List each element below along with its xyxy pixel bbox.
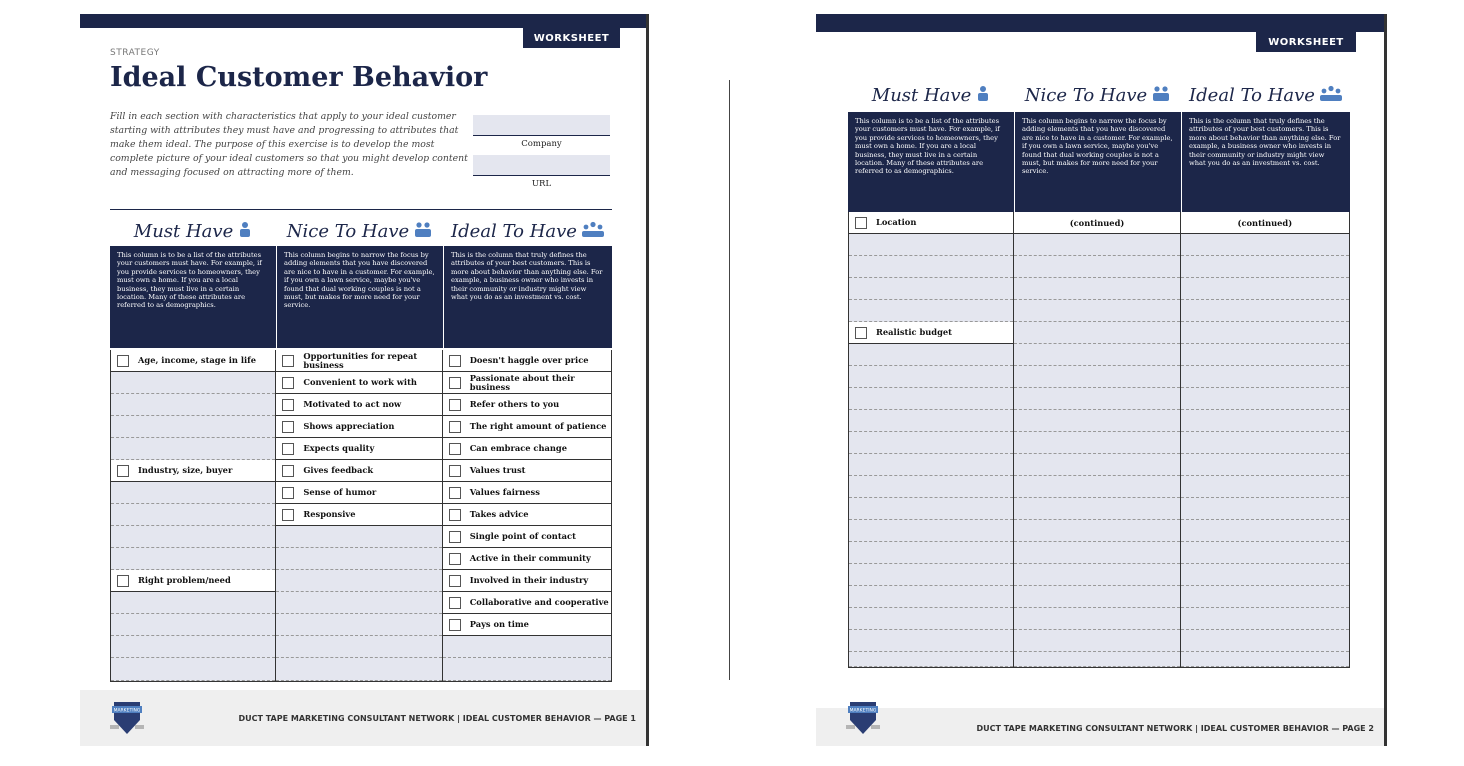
blank-line[interactable] xyxy=(111,416,275,438)
group-icon xyxy=(1320,85,1342,105)
checkbox[interactable] xyxy=(449,553,461,565)
blank-line[interactable] xyxy=(1014,542,1179,564)
people-icon xyxy=(1152,85,1170,105)
blank-line[interactable] xyxy=(849,652,1013,667)
must-have-heading: Must Have xyxy=(110,218,276,244)
list-item: Shows appreciation xyxy=(276,416,441,438)
checkbox[interactable] xyxy=(449,421,461,433)
blank-line[interactable] xyxy=(1181,300,1349,322)
checkbox[interactable] xyxy=(282,465,294,477)
ideal-to-have-column xyxy=(1180,212,1349,667)
checkbox[interactable] xyxy=(282,443,294,455)
blank-line[interactable] xyxy=(111,394,275,416)
person-icon xyxy=(976,85,990,105)
blank-line[interactable] xyxy=(111,592,275,614)
list-item: Age, income, stage in life xyxy=(111,350,275,372)
checkbox[interactable] xyxy=(449,597,461,609)
checkbox[interactable] xyxy=(449,509,461,521)
list-item: Opportunities for repeat business xyxy=(276,350,441,372)
blank-line[interactable] xyxy=(849,520,1013,542)
blank-line[interactable] xyxy=(443,658,611,681)
blank-line[interactable] xyxy=(1014,234,1179,256)
list-item: Values trust xyxy=(443,460,611,482)
list-item: Involved in their industry xyxy=(443,570,611,592)
group-icon xyxy=(582,221,604,241)
column-descriptions xyxy=(848,112,1350,212)
blank-line[interactable] xyxy=(849,432,1013,454)
ideal-to-have-description: This is the column that truly defines the attributes of your best customers. This is more about behavior than anything else. For example, a business owner who invests in their community or industry might view what you do as an investment vs. cost. xyxy=(443,246,612,348)
continued-label: (continued) xyxy=(1014,212,1179,234)
duct-tape-logo xyxy=(110,698,144,736)
blank-line[interactable] xyxy=(1014,476,1179,498)
checkbox[interactable] xyxy=(282,377,294,389)
list-item: Collaborative and cooperative xyxy=(443,592,611,614)
worksheet-grid xyxy=(848,212,1350,668)
blank-line[interactable] xyxy=(1014,410,1179,432)
blank-line[interactable] xyxy=(1181,520,1349,542)
checkbox[interactable] xyxy=(449,443,461,455)
blank-line[interactable] xyxy=(111,614,275,636)
blank-line[interactable] xyxy=(849,586,1013,608)
list-item: Sense of humor xyxy=(276,482,441,504)
worksheet-page-2 xyxy=(816,14,1387,746)
people-icon xyxy=(414,221,432,241)
blank-line[interactable] xyxy=(111,658,275,681)
divider xyxy=(110,209,612,210)
blank-line[interactable] xyxy=(849,388,1013,410)
must-have-description: This column is to be a list of the attributes your customers must have. For example, if you provide services to homeowners, they must own a home. If you are a local business, they must live in a certain location. Many of these attributes are referred to as demographics. xyxy=(855,117,1000,176)
list-item: Realistic budget xyxy=(849,322,1013,344)
blank-line[interactable] xyxy=(849,300,1013,322)
nice-to-have-column xyxy=(275,350,441,681)
url-field[interactable] xyxy=(473,155,610,176)
blank-line[interactable] xyxy=(111,526,275,548)
blank-line[interactable] xyxy=(849,256,1013,278)
blank-line[interactable] xyxy=(1181,234,1349,256)
blank-line[interactable] xyxy=(1181,608,1349,630)
list-item: Location xyxy=(849,212,1013,234)
blank-line[interactable] xyxy=(111,438,275,460)
blank-line[interactable] xyxy=(276,636,441,658)
page-title: Ideal Customer Behavior xyxy=(110,62,488,93)
column-headers xyxy=(110,218,612,244)
blank-line[interactable] xyxy=(1014,432,1179,454)
column-descriptions xyxy=(110,246,612,348)
blank-line[interactable] xyxy=(1181,432,1349,454)
blank-line[interactable] xyxy=(111,482,275,504)
list-item: Values fairness xyxy=(443,482,611,504)
company-field[interactable] xyxy=(473,115,610,136)
nice-to-have-heading: Nice To Have xyxy=(276,218,443,244)
checkbox[interactable] xyxy=(282,487,294,499)
nice-to-have-description: This column begins to narrow the focus by adding elements that you have discovered are nice to have in a customer. For example, if you own a lawn service, maybe you've found that dual working couples is not a must, but makes for more need for your service. xyxy=(1014,112,1181,212)
continued-label: (continued) xyxy=(1181,212,1349,234)
ideal-to-have-description: This is the column that truly defines the attributes of your best customers. This is more about behavior than anything else. For example, a business owner who invests in their community or industry might view what you do as an investment vs. cost. xyxy=(1181,112,1350,212)
blank-line[interactable] xyxy=(276,614,441,636)
checkbox[interactable] xyxy=(117,465,129,477)
blank-line[interactable] xyxy=(849,366,1013,388)
ideal-to-have-heading: Ideal To Have xyxy=(1181,82,1350,108)
list-item: Single point of contact xyxy=(443,526,611,548)
blank-line[interactable] xyxy=(1014,256,1179,278)
blank-line[interactable] xyxy=(1014,300,1179,322)
checkbox[interactable] xyxy=(449,355,461,367)
blank-line[interactable] xyxy=(1014,564,1179,586)
blank-line[interactable] xyxy=(1181,476,1349,498)
list-item: Gives feedback xyxy=(276,460,441,482)
checkbox[interactable] xyxy=(449,487,461,499)
list-item: Right problem/need xyxy=(111,570,275,592)
blank-line[interactable] xyxy=(849,542,1013,564)
blank-line[interactable] xyxy=(1181,564,1349,586)
list-item: Active in their community xyxy=(443,548,611,570)
column-headers xyxy=(848,82,1350,108)
blank-line[interactable] xyxy=(849,476,1013,498)
checkbox[interactable] xyxy=(117,355,129,367)
checkbox[interactable] xyxy=(282,399,294,411)
blank-line[interactable] xyxy=(1014,388,1179,410)
checkbox[interactable] xyxy=(449,377,461,389)
company-label: Company xyxy=(521,139,562,149)
section-label: STRATEGY xyxy=(110,48,160,58)
footer-text: DUCT TAPE MARKETING CONSULTANT NETWORK | IDEAL CUSTOMER BEHAVIOR — PAGE 2 xyxy=(976,724,1374,733)
blank-line[interactable] xyxy=(1181,454,1349,476)
blank-line[interactable] xyxy=(1014,344,1179,366)
blank-line[interactable] xyxy=(849,410,1013,432)
list-item: Takes advice xyxy=(443,504,611,526)
blank-line[interactable] xyxy=(1014,278,1179,300)
blank-line[interactable] xyxy=(1181,322,1349,344)
blank-line[interactable] xyxy=(849,278,1013,300)
top-bar xyxy=(816,14,1384,32)
blank-line[interactable] xyxy=(1014,498,1179,520)
blank-line[interactable] xyxy=(1014,630,1179,652)
must-have-column xyxy=(111,350,275,681)
checkbox[interactable] xyxy=(449,575,461,587)
nice-to-have-heading: Nice To Have xyxy=(1014,82,1181,108)
blank-line[interactable] xyxy=(111,636,275,658)
list-item: Pays on time xyxy=(443,614,611,636)
person-icon xyxy=(238,221,252,241)
blank-line[interactable] xyxy=(1014,520,1179,542)
ideal-to-have-heading: Ideal To Have xyxy=(443,218,612,244)
blank-line[interactable] xyxy=(1181,542,1349,564)
intro-text: Fill in each section with characteristics that apply to your ideal customer starting with attributes they must have and progressing to attributes that make them ideal. The purpose of this exercise is to develop the most complete picture of your ideal customers so that you might develop content and messaging focused on attracting more of them. xyxy=(110,111,468,178)
blank-line[interactable] xyxy=(276,658,441,681)
footer-text: DUCT TAPE MARKETING CONSULTANT NETWORK | IDEAL CUSTOMER BEHAVIOR — PAGE 1 xyxy=(238,714,636,723)
blank-line[interactable] xyxy=(276,592,441,614)
checkbox[interactable] xyxy=(449,465,461,477)
checkbox[interactable] xyxy=(282,421,294,433)
svg-text:MARKETING: MARKETING xyxy=(113,708,141,714)
blank-line[interactable] xyxy=(111,548,275,570)
list-item: Refer others to you xyxy=(443,394,611,416)
blank-line[interactable] xyxy=(1014,366,1179,388)
top-bar xyxy=(80,14,646,28)
checkbox[interactable] xyxy=(855,327,867,339)
blank-line[interactable] xyxy=(443,636,611,658)
blank-line[interactable] xyxy=(1181,366,1349,388)
blank-line[interactable] xyxy=(1181,256,1349,278)
blank-line[interactable] xyxy=(1181,630,1349,652)
blank-line[interactable] xyxy=(849,454,1013,476)
blank-line[interactable] xyxy=(1014,652,1179,667)
blank-line[interactable] xyxy=(276,526,441,548)
blank-line[interactable] xyxy=(849,630,1013,652)
checkbox[interactable] xyxy=(449,619,461,631)
checkbox[interactable] xyxy=(117,575,129,587)
worksheet-grid xyxy=(110,350,612,682)
checkbox[interactable] xyxy=(449,531,461,543)
blank-line[interactable] xyxy=(111,372,275,394)
blank-line[interactable] xyxy=(1014,586,1179,608)
worksheet-page-1 xyxy=(80,14,649,746)
list-item: Convenient to work with xyxy=(276,372,441,394)
blank-line[interactable] xyxy=(111,504,275,526)
checkbox[interactable] xyxy=(282,509,294,521)
checkbox[interactable] xyxy=(449,399,461,411)
worksheet-badge: WORKSHEET xyxy=(523,28,620,48)
blank-line[interactable] xyxy=(1014,454,1179,476)
blank-line[interactable] xyxy=(849,344,1013,366)
list-item: Expects quality xyxy=(276,438,441,460)
nice-to-have-description: This column begins to narrow the focus by adding elements that you have discovered are nice to have in a customer. For example, if you own a lawn service, maybe you've found that dual working couples is not a must, but makes for more need for your service. xyxy=(276,246,443,348)
must-have-heading: Must Have xyxy=(848,82,1014,108)
checkbox[interactable] xyxy=(282,355,294,367)
blank-line[interactable] xyxy=(849,234,1013,256)
url-label: URL xyxy=(531,179,552,189)
blank-line[interactable] xyxy=(849,608,1013,630)
list-item: Motivated to act now xyxy=(276,394,441,416)
svg-text:MARKETING: MARKETING xyxy=(849,708,877,714)
blank-line[interactable] xyxy=(1181,652,1349,667)
list-item: Can embrace change xyxy=(443,438,611,460)
blank-line[interactable] xyxy=(276,548,441,570)
ideal-to-have-column xyxy=(442,350,611,681)
must-have-description: This column is to be a list of the attributes your customers must have. For example, if you provide services to homeowners, they must own a home. If you are a local business, they must live in a certain location. Many of these attributes are referred to as demographics. xyxy=(117,251,262,310)
blank-line[interactable] xyxy=(849,564,1013,586)
list-item: Doesn't haggle over price xyxy=(443,350,611,372)
worksheet-badge: WORKSHEET xyxy=(1256,32,1356,52)
footer xyxy=(816,708,1384,746)
blank-line[interactable] xyxy=(1181,278,1349,300)
blank-line[interactable] xyxy=(1181,586,1349,608)
blank-line[interactable] xyxy=(1181,388,1349,410)
must-have-column xyxy=(849,212,1013,667)
blank-line[interactable] xyxy=(1181,498,1349,520)
page-divider xyxy=(729,80,730,680)
blank-line[interactable] xyxy=(1014,322,1179,344)
blank-line[interactable] xyxy=(1181,344,1349,366)
footer xyxy=(80,690,646,746)
nice-to-have-column xyxy=(1013,212,1179,667)
blank-line[interactable] xyxy=(849,498,1013,520)
duct-tape-logo xyxy=(846,698,880,736)
blank-line[interactable] xyxy=(1014,608,1179,630)
list-item: The right amount of patience xyxy=(443,416,611,438)
list-item: Industry, size, buyer xyxy=(111,460,275,482)
checkbox[interactable] xyxy=(855,217,867,229)
blank-line[interactable] xyxy=(276,570,441,592)
blank-line[interactable] xyxy=(1181,410,1349,432)
list-item: Responsive xyxy=(276,504,441,526)
list-item: Passionate about their business xyxy=(443,372,611,394)
